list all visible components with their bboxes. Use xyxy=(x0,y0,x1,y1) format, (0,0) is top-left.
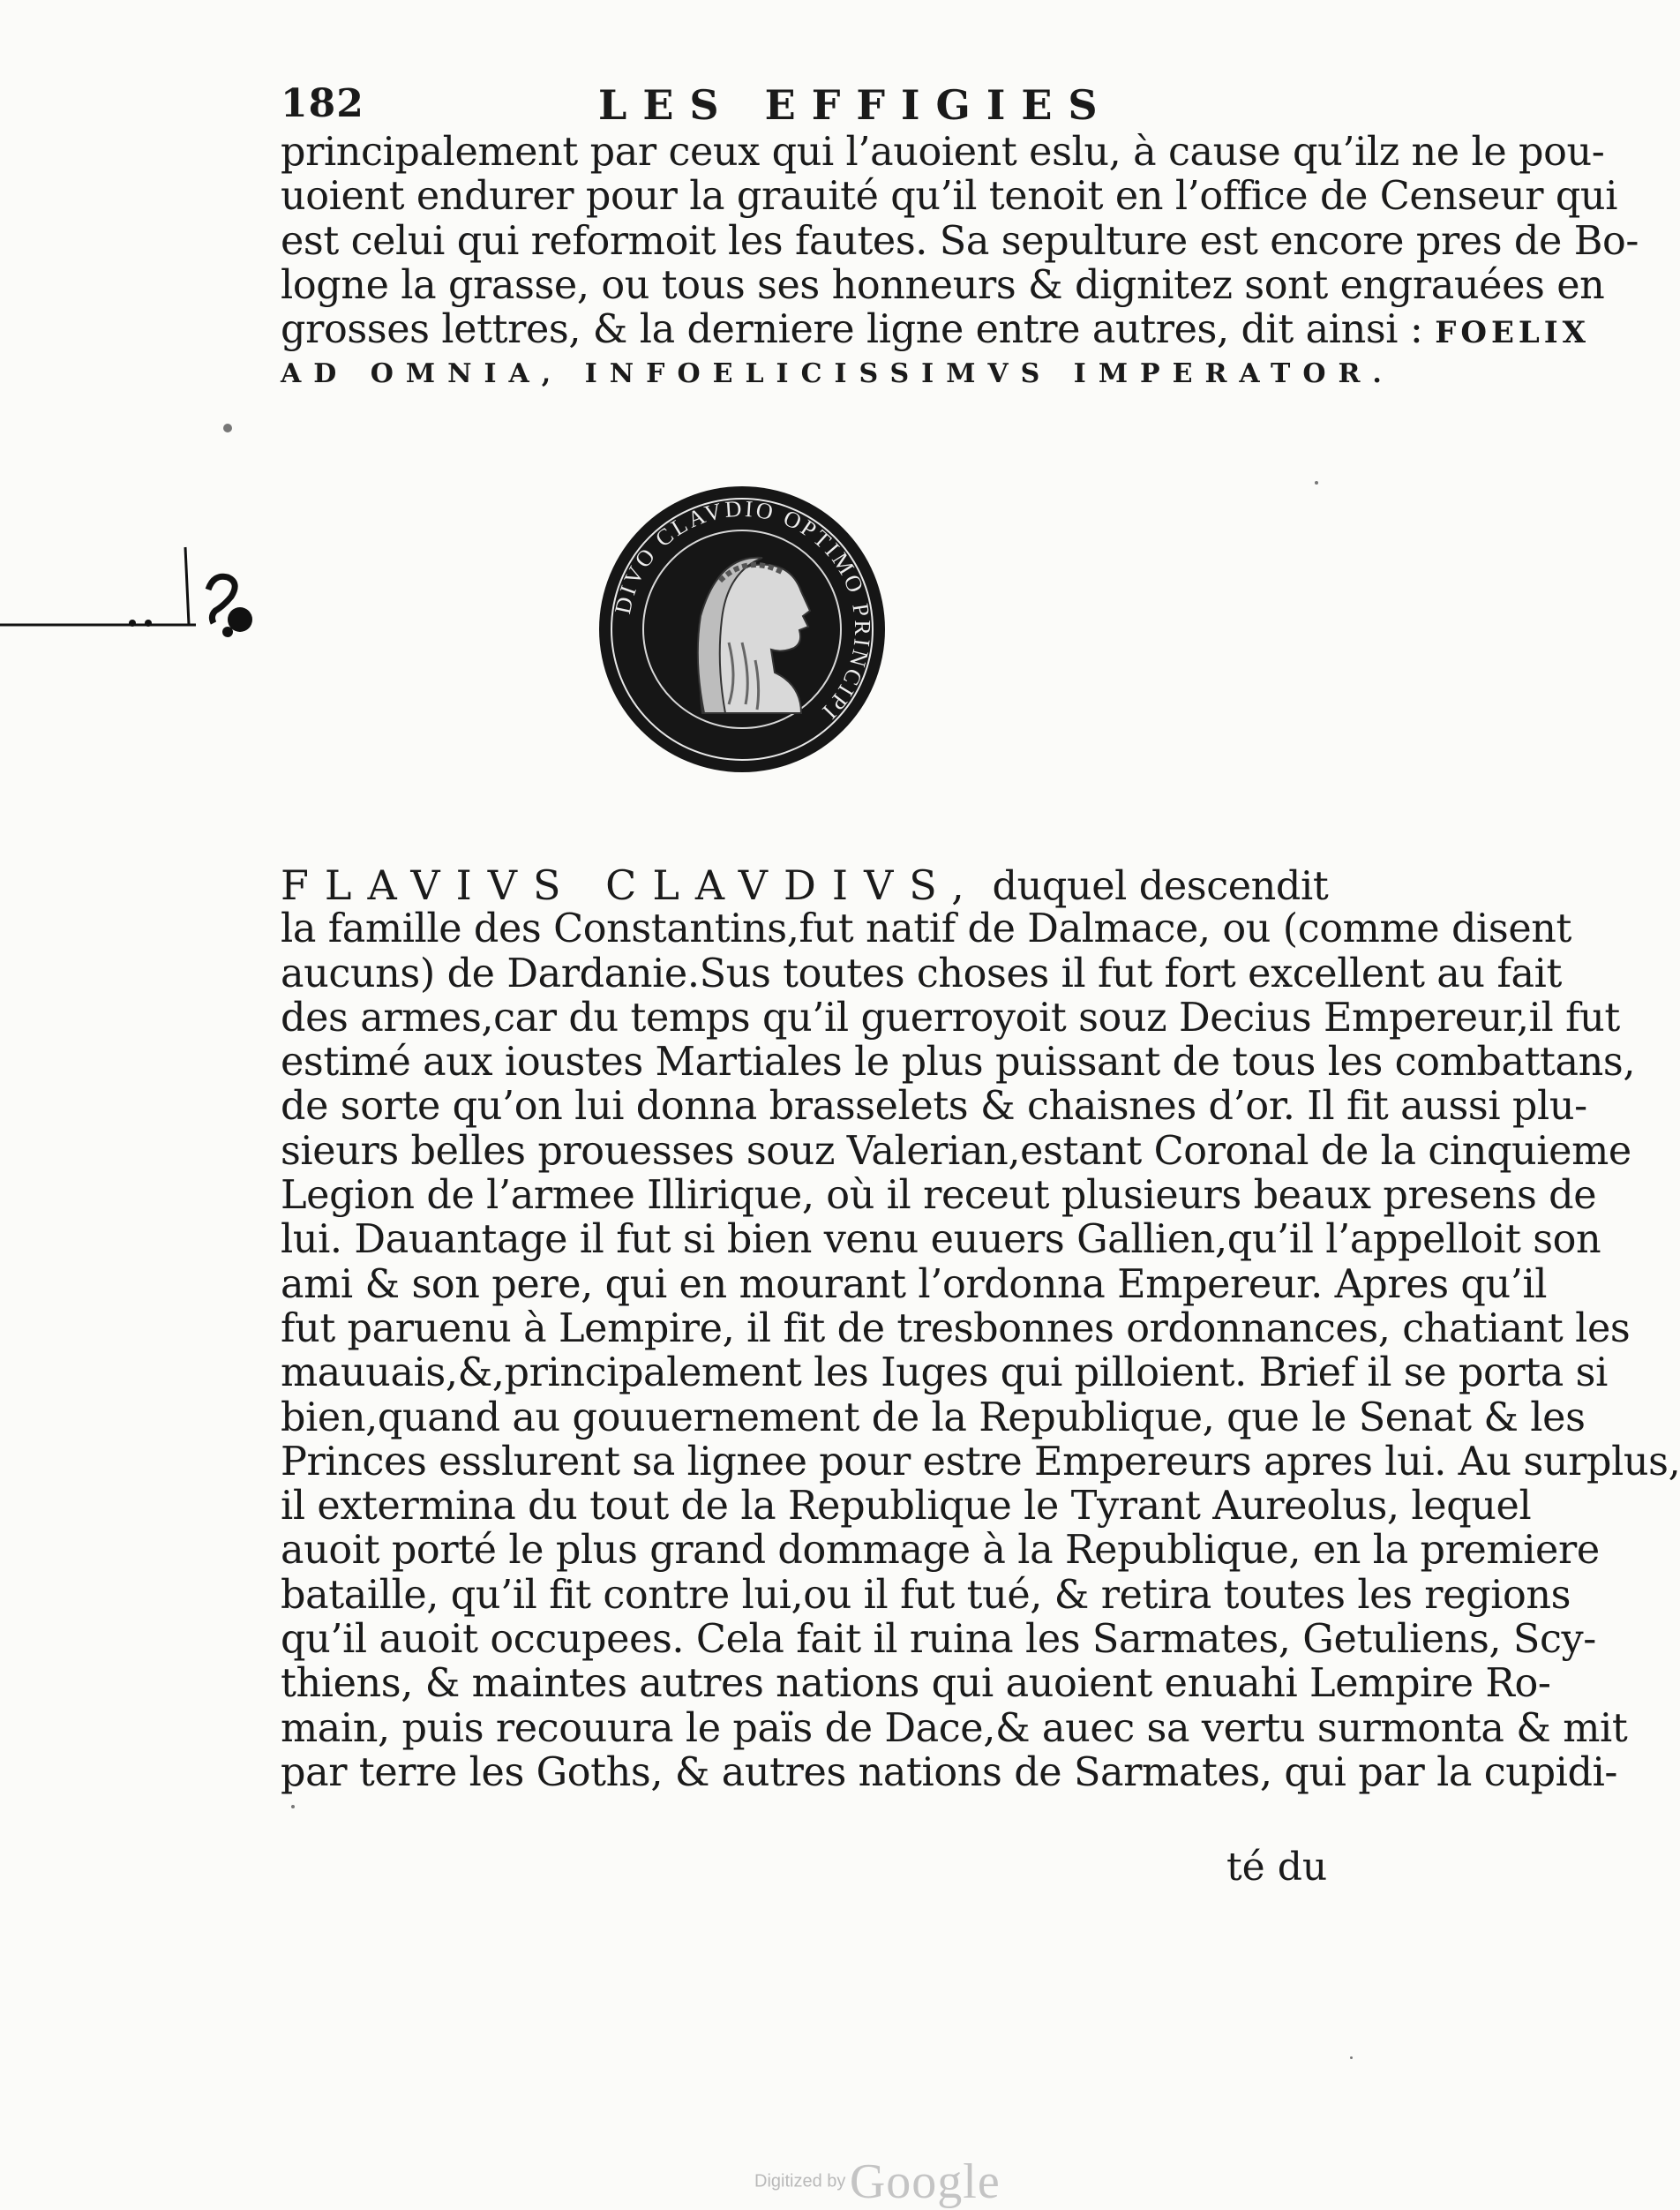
page-header xyxy=(281,81,1331,134)
text-line: mauuais,&,principalement les Iuges qui pilloient. Brief il se porta si xyxy=(281,1350,1608,1396)
page-number: 182 xyxy=(281,81,364,126)
emperor-name: FLAVIVS CLAVDIVS, xyxy=(281,861,980,909)
text-line: de sorte qu’on lui donna brasselets & chaisnes d’or. Il fit aussi plu- xyxy=(281,1084,1587,1130)
text-line: estimé aux ioustes Martiales le plus puissant de tous les combattans, xyxy=(281,1040,1636,1086)
text-line: aucuns) de Dardanie.Sus toutes choses il fut fort excellent au fait xyxy=(281,951,1562,996)
text-line: lui. Dauantage il fut si bien venu euuers Gallien,qu’il l’appelloit son xyxy=(281,1217,1601,1263)
text-line: ami & son pere, qui en mourant l’ordonna Empereur. Apres qu’il xyxy=(281,1261,1548,1307)
text-line: est celui qui reformoit les fautes. Sa sepulture est encore pres de Bo- xyxy=(281,218,1639,264)
ink-speck xyxy=(1350,2056,1353,2059)
text-line: Legion de l’armee Illirique, où il receut plusieurs beaux presens de xyxy=(281,1173,1597,1219)
text-line: il extermina du tout de la Republique le Tyrant Aureolus, lequel xyxy=(281,1484,1532,1530)
text-fragment: grosses lettres, & la derniere ligne entre autres, dit ainsi : xyxy=(281,307,1423,353)
ink-speck xyxy=(223,424,232,432)
inscription-start: FOELIX xyxy=(1435,315,1591,351)
text-line: main, puis recouura le païs de Dace,& auec sa vertu surmonta & mit xyxy=(281,1705,1628,1751)
main-paragraph xyxy=(281,861,1680,1795)
inscription-line: AD OMNIA, INFOELICISSIMVS IMPERATOR. xyxy=(281,358,1394,390)
text-line: Princes esslurent sa lignee pour estre Empereurs apres lui. Au surplus, xyxy=(281,1439,1680,1485)
text-line: logne la grasse, ou tous ses honneurs & dignitez sont engrauées en xyxy=(281,262,1605,308)
text-line: auoit porté le plus grand dommage à la Republique, en la premiere xyxy=(281,1528,1600,1574)
running-title: LES EFFIGIES xyxy=(598,81,1114,129)
digitization-watermark xyxy=(754,2154,1001,2210)
top-paragraph xyxy=(281,130,1639,397)
text-line: par terre les Goths, & autres nations de Sarmates, qui par la cupidi- xyxy=(281,1749,1618,1795)
text-line: bien,quand au gouuernement de la Republique, que le Senat & les xyxy=(281,1394,1586,1440)
catchword: té du xyxy=(1226,1845,1328,1890)
ink-speck xyxy=(1315,481,1318,485)
text-line: sieurs belles prouesses souz Valerian,estant Coronal de la cinquieme xyxy=(281,1128,1631,1174)
text-line: uoient endurer pour la grauité qu’il tenoit en l’office de Censeur qui xyxy=(281,174,1618,220)
medal-legend: DIVO CLAVDIO OPTIMO PRINCIPI xyxy=(610,495,876,726)
digitized-by-label: Digitized by xyxy=(754,2171,846,2191)
text-line: bataille, qu’il fit contre lui,ou il fut tué, & retira toutes les regions xyxy=(281,1572,1571,1618)
text-line: principalement par ceux qui l’auoient eslu, à cause qu’ilz ne le pou- xyxy=(281,130,1605,175)
text-line xyxy=(281,307,1591,353)
text-line: fut paruenu à Lempire, il fit de tresbonnes ordonnances, chatiant les xyxy=(281,1305,1631,1351)
google-logo: Google xyxy=(849,2154,1001,2209)
text-line: qu’il auoit occupees. Cela fait il ruina les Sarmates, Getuliens, Scy- xyxy=(281,1617,1596,1663)
text-line: la famille des Constantins,fut natif de Dalmace, ou (comme disent xyxy=(281,906,1571,952)
margin-mark-icon xyxy=(0,547,282,671)
text-line: thiens, & maintes autres nations qui auoient enuahi Lempire Ro- xyxy=(281,1661,1551,1707)
coin-medal-image xyxy=(596,484,888,775)
ink-speck xyxy=(291,1805,295,1808)
text-line xyxy=(281,863,1331,907)
text-fragment: duquel descendit xyxy=(992,864,1329,909)
text-line: des armes,car du temps qu’il guerroyoit souz Decius Empereur,il fut xyxy=(281,995,1620,1041)
